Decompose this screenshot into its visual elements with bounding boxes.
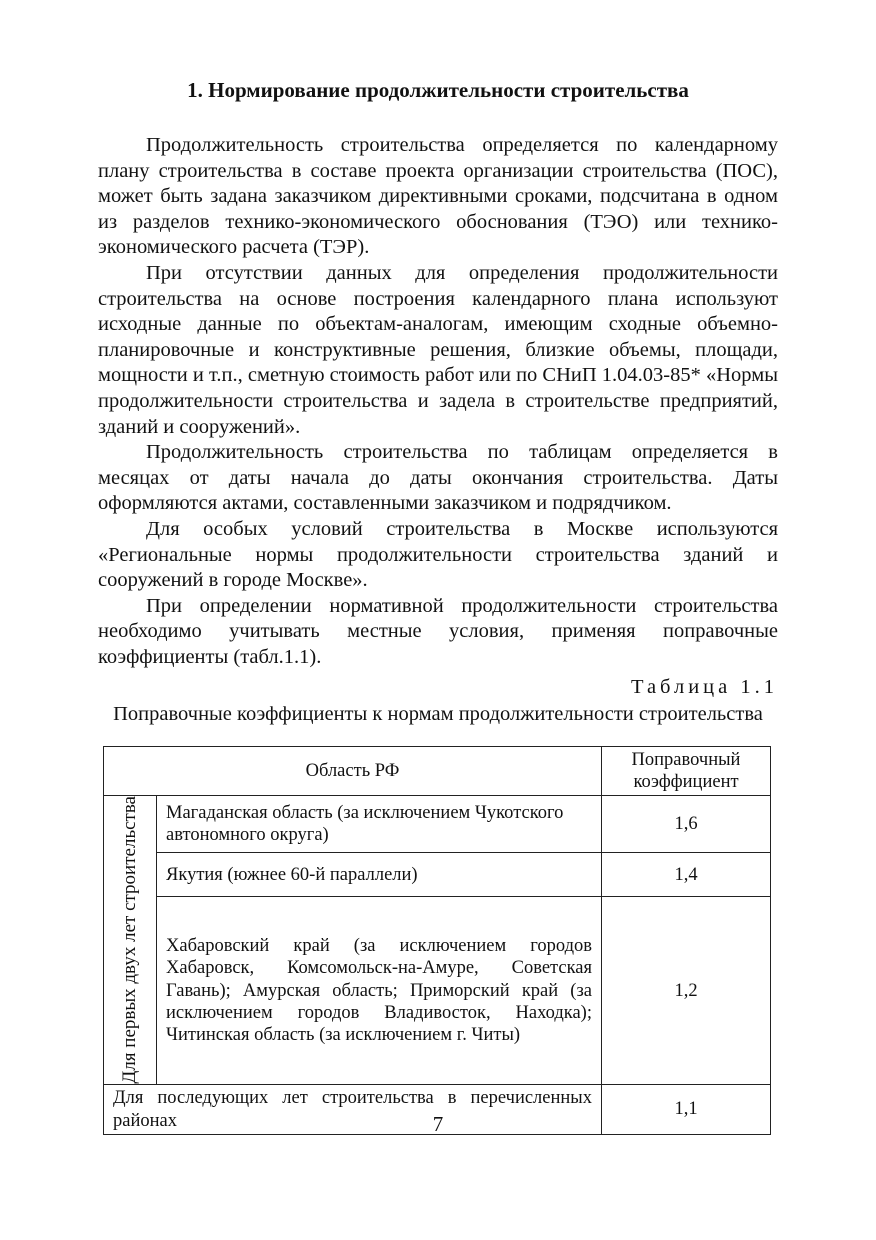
paragraph-2: При отсутствии данных для определения продолжительности строительства на основе построения календарного плана используют исходные данные по объектам-аналогам, имеющим сходные объемно-планировочные и конструктивные решения, близкие объемы, площади, мощности и т.п., сметную стоимость работ или по СНиП 1.04.03-85* «Нормы продолжительности строительства и задела в строительстве предприятий, зданий и сооружений». xyxy=(98,261,778,438)
document-page xyxy=(98,72,778,1135)
coefficients-table xyxy=(103,746,771,1134)
region-cell: Для последующих лет строительства в перечисленных районах xyxy=(104,1085,602,1135)
table-row xyxy=(104,796,771,853)
table-header-row xyxy=(104,747,771,796)
table-row xyxy=(104,853,771,897)
region-cell: Хабаровский край (за исключением городов Хабаровск, Комсомольск-на-Амуре, Советская Гавань); Амурская область; Приморский край (за исключением городов Владивосток, Находка); Читинская область (за исключением г. Читы) xyxy=(157,897,602,1085)
table-label: Таблица 1.1 xyxy=(630,676,778,699)
header-region: Область РФ xyxy=(104,747,602,796)
table-caption: Поправочные коэффициенты к нормам продолжительности строительства xyxy=(113,703,763,726)
paragraph-5: При определении нормативной продолжительности строительства необходимо учитывать местные условия, применяя поправочные коэффициенты (табл.1.1). xyxy=(98,594,778,668)
paragraph-4: Для особых условий строительства в Москве используются «Региональные нормы продолжительности строительства зданий и сооружений в городе Москве». xyxy=(98,517,778,592)
region-cell: Магаданская область (за исключением Чукотского автономного округа) xyxy=(157,796,602,853)
paragraph-3: Продолжительность строительства по таблицам определяется в месяцах от даты начала до даты окончания строительства. Даты оформляются актами, составленными заказчиком и подрядчиком. xyxy=(98,441,778,515)
coefficient-cell: 1,4 xyxy=(602,853,771,897)
section-heading: 1. Нормирование продолжительности строительства xyxy=(187,78,689,102)
coefficient-cell: 1,2 xyxy=(602,897,771,1085)
table-row xyxy=(104,897,771,1085)
page-number: 7 xyxy=(432,1112,444,1136)
region-cell: Якутия (южнее 60-й параллели) xyxy=(157,853,602,897)
coefficient-cell: 1,6 xyxy=(602,796,771,853)
group-label: Для первых двух лет строительства xyxy=(119,796,140,1085)
group-label-cell xyxy=(104,796,157,1085)
paragraph-1: Продолжительность строительства определяется по календарному плану строительства в составе проекта организации строительства (ПОС), может быть задана заказчиком директивными сроками, подсчитана в одном из разделов технико-экономического обоснования (ТЭО) или технико-экономического расчета (ТЭР). xyxy=(98,134,778,259)
coefficient-cell: 1,1 xyxy=(602,1085,771,1135)
header-coefficient: Поправочный коэффициент xyxy=(602,747,771,796)
